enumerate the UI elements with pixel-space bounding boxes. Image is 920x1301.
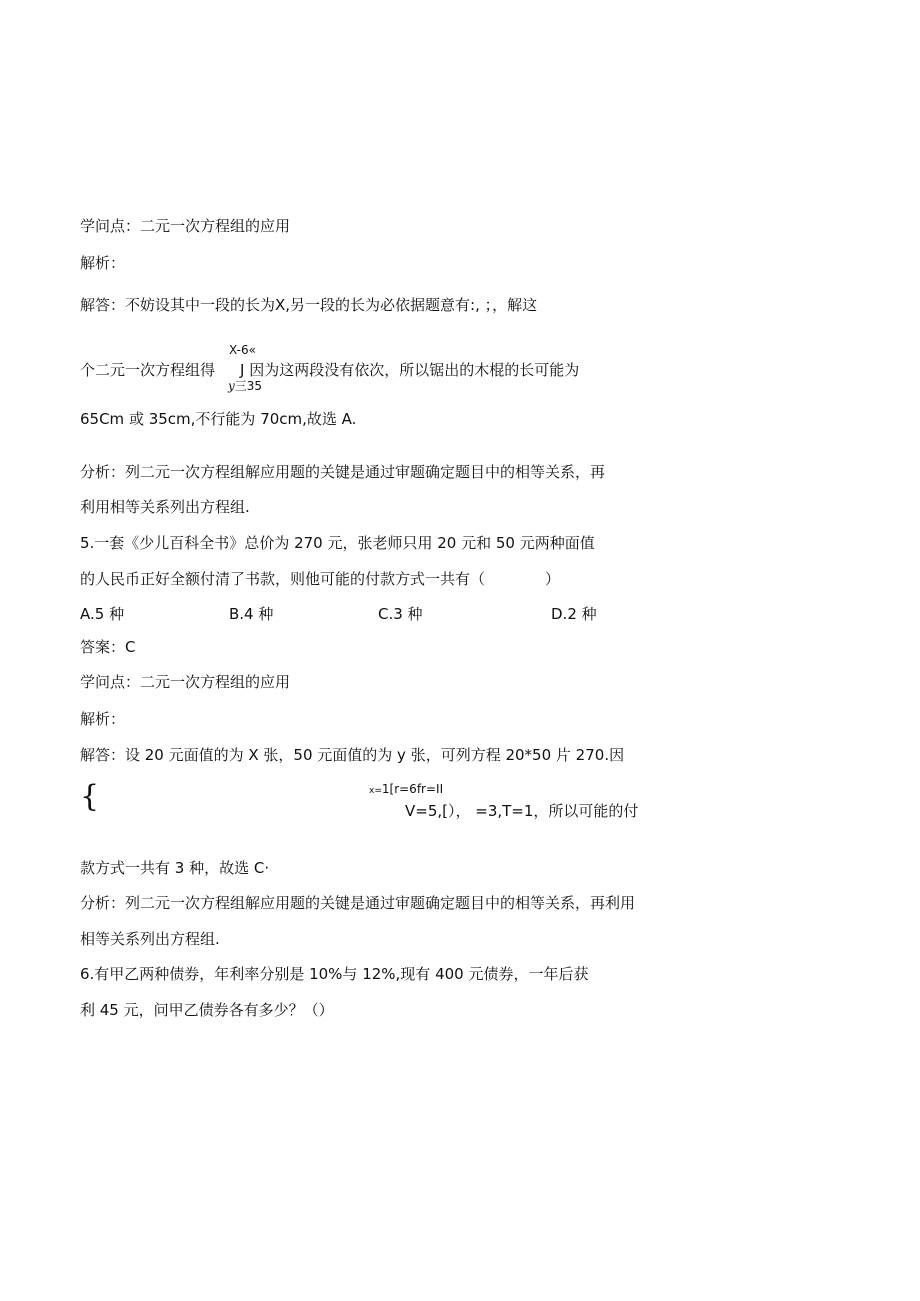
q4-answer-line-2-post: J 因为这两段没有依次，所以锯出的木棍的长可能为 xyxy=(240,361,580,379)
q4-answer-line-3: 65Cm 或 35cm,不行能为 70cm,故选 A. xyxy=(80,410,357,428)
q4-system-top: X-6« xyxy=(229,343,256,357)
q5-answer: 答案：C xyxy=(80,638,136,656)
q5-summary-line-2: 相等关系列出方程组. xyxy=(80,930,220,948)
q5-summary-line-1: 分析：列二元一次方程组解应用题的关键是通过审题确定题目中的相等关系，再利用 xyxy=(80,894,636,912)
q4-system-bottom xyxy=(228,379,262,393)
q5-option-b: B.4 种 xyxy=(229,605,274,623)
q4-system-bottom-rest: 三35 xyxy=(234,379,263,393)
q5-system-brace: { xyxy=(80,779,100,814)
q4-summary-line-2: 利用相等关系列出方程组. xyxy=(80,498,250,516)
q5-option-a: A.5 种 xyxy=(80,605,125,623)
q6-question-line-1: 6.有甲乙两种债券，年利率分别是 10%与 12%,现有 400 元债券，一年后获 xyxy=(80,965,589,983)
q4-summary-line-1: 分析：列二元一次方程组解应用题的关键是通过审题确定题目中的相等关系，再 xyxy=(80,463,606,481)
q5-formula-bottom: V=5,[）， =3,T=1，所以可能的付 xyxy=(405,802,639,820)
q5-formula-sub: x= xyxy=(369,786,382,796)
q4-system-bottom-var: y xyxy=(228,379,235,393)
q5-knowledge-point: 学问点：二元一次方程组的应用 xyxy=(80,673,291,691)
q5-formula-top xyxy=(369,782,443,798)
q4-knowledge-point: 学问点：二元一次方程组的应用 xyxy=(80,217,291,235)
q5-analysis-label: 解析： xyxy=(80,710,126,728)
q5-option-d: D.2 种 xyxy=(551,605,597,623)
q6-question-line-2: 利 45 元，问甲乙债券各有多少？（） xyxy=(80,1001,334,1019)
q5-formula-top-text: 1[r=6fr=II xyxy=(381,782,444,796)
q4-answer-line-2-pre: 个二元一次方程组得 xyxy=(80,361,216,379)
q5-question-line-1: 5.一套《少儿百科全书》总价为 270 元，张老师只用 20 元和 50 元两种面值 xyxy=(80,534,595,552)
q5-option-c: C.3 种 xyxy=(378,605,423,623)
q4-answer-line-1: 解答：不妨设其中一段的长为X,另一段的长为必依据题意有:, ；，解这 xyxy=(80,296,538,314)
q4-analysis-label: 解析： xyxy=(80,254,126,272)
q5-answer-line-1: 解答：设 20 元面值的为 X 张，50 元面值的为 y 张，可列方程 20*50 片 270.因 xyxy=(80,746,625,764)
q5-question-line-2: 的人民币正好全额付清了书款，则他可能的付款方式一共有（ ） xyxy=(80,570,561,588)
q5-answer-line-2: 款方式一共有 3 种，故选 C· xyxy=(80,859,270,877)
